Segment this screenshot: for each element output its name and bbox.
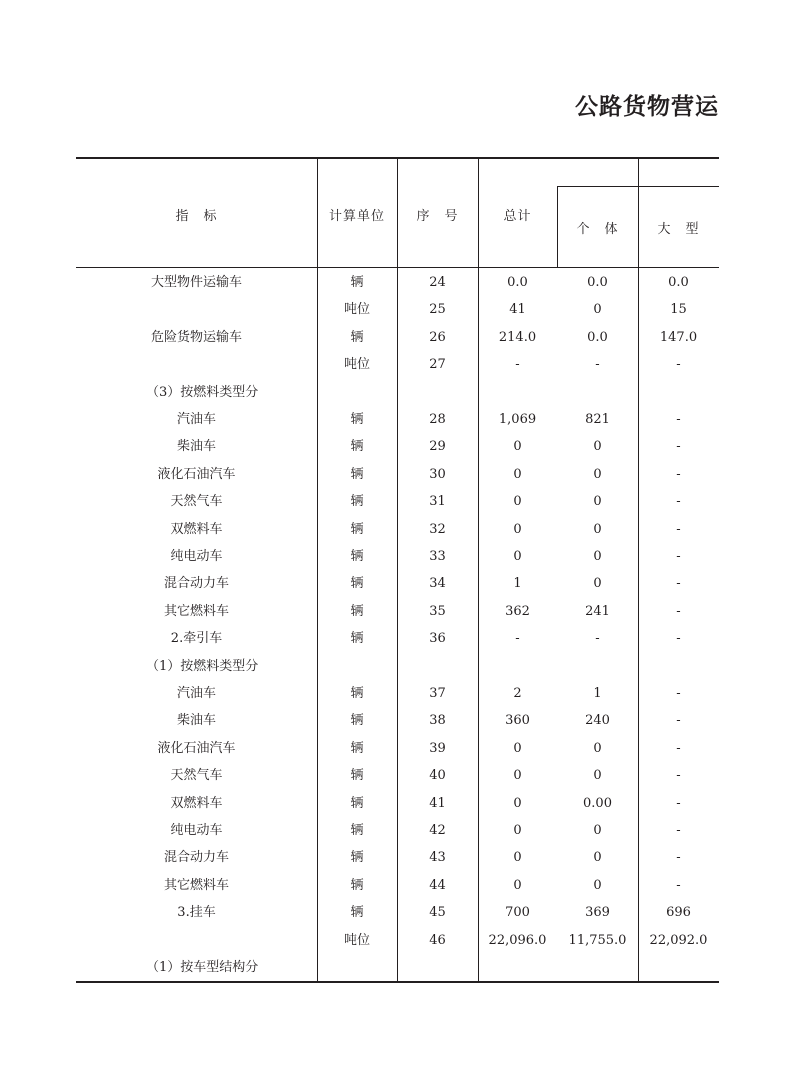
header-individual: 个 体 <box>576 222 619 237</box>
table-row <box>76 680 719 707</box>
cell-individual: 821 <box>585 412 610 427</box>
cell-indicator: 3.挂车 <box>177 905 216 921</box>
cell-total: 0 <box>513 521 522 537</box>
cell-large: - <box>676 740 681 756</box>
cell-total: - <box>515 357 520 373</box>
cell-unit: 辆 <box>350 439 364 455</box>
cell-unit: 辆 <box>350 795 364 811</box>
cell-unit: 辆 <box>350 686 364 701</box>
cell-total: 22,096.0 <box>488 932 547 948</box>
table-row <box>76 324 719 351</box>
cell-indicator: 危险货物运输车 <box>150 329 242 345</box>
cell-large: - <box>676 576 681 592</box>
table-row <box>76 543 719 570</box>
cell-individual: 0 <box>593 302 602 318</box>
cell-seq: 37 <box>429 686 446 701</box>
cell-unit: 辆 <box>350 631 364 647</box>
page-title: 公路货物营运 <box>575 93 719 120</box>
cell-large: - <box>676 713 681 729</box>
cell-total: 0 <box>513 795 522 811</box>
cell-unit: 辆 <box>350 823 364 838</box>
table-row <box>76 379 719 406</box>
cell-total: 700 <box>505 905 530 921</box>
cell-unit: 辆 <box>350 768 364 784</box>
cell-total: 1,069 <box>498 412 537 427</box>
cell-indicator: （1）按燃料类型分 <box>146 658 259 674</box>
cell-indicator: 汽油车 <box>176 686 216 701</box>
cell-unit: 辆 <box>350 877 364 893</box>
table-row <box>76 954 719 981</box>
cell-seq: 32 <box>429 521 446 537</box>
cell-total: 214.0 <box>498 329 537 345</box>
cell-unit: 吨位 <box>343 302 370 318</box>
cell-seq: 24 <box>429 275 446 290</box>
cell-unit: 辆 <box>350 521 364 537</box>
cell-seq: 41 <box>429 795 446 811</box>
cell-total: 2 <box>513 686 522 701</box>
cell-indicator: 纯电动车 <box>170 823 223 838</box>
cell-total: 0 <box>513 850 522 866</box>
cell-large: - <box>676 521 681 537</box>
cell-indicator: 柴油车 <box>176 439 216 455</box>
cell-total: 0 <box>513 466 522 482</box>
cell-large: - <box>676 823 681 838</box>
cell-large: 22,092.0 <box>649 932 708 948</box>
cell-large: - <box>676 877 681 893</box>
cell-large: - <box>676 466 681 482</box>
cell-unit: 辆 <box>350 603 364 619</box>
cell-total: 0 <box>513 494 522 510</box>
cell-large: 0.0 <box>668 275 689 290</box>
cell-total: 362 <box>505 603 530 619</box>
header-unit: 计算单位 <box>328 209 385 224</box>
cell-individual: 1 <box>593 686 602 701</box>
cell-total: 0 <box>513 549 522 564</box>
table-row <box>76 433 719 460</box>
table-row <box>76 927 719 954</box>
cell-indicator: 液化石油汽车 <box>157 740 236 756</box>
cell-individual: 11,755.0 <box>568 932 627 948</box>
cell-indicator: 汽油车 <box>176 412 216 427</box>
cell-large: 147.0 <box>659 329 698 345</box>
cell-total: 1 <box>513 576 522 592</box>
table-row <box>76 406 719 433</box>
table-row <box>76 269 719 296</box>
cell-individual: 0.0 <box>587 275 608 290</box>
cell-large: - <box>676 412 681 427</box>
cell-indicator: 大型物件运输车 <box>150 275 242 290</box>
cell-large: - <box>676 631 681 647</box>
cell-individual: 241 <box>585 603 610 619</box>
table-row <box>76 351 719 378</box>
cell-unit: 辆 <box>350 329 364 345</box>
cell-indicator: 2.牵引车 <box>170 631 223 647</box>
cell-seq: 40 <box>429 768 446 784</box>
cell-seq: 27 <box>429 357 446 373</box>
table-row <box>76 872 719 899</box>
cell-seq: 44 <box>429 877 446 893</box>
cell-indicator: 双燃料车 <box>170 521 223 537</box>
cell-individual: 0.0 <box>587 329 608 345</box>
table-row <box>76 899 719 926</box>
cell-individual: 0 <box>593 576 602 592</box>
cell-large: - <box>676 549 681 564</box>
table-row <box>76 570 719 597</box>
cell-individual: 0 <box>593 768 602 784</box>
cell-total: 41 <box>509 302 526 318</box>
cell-indicator: 天然气车 <box>170 494 223 510</box>
cell-seq: 45 <box>429 905 446 921</box>
cell-seq: 42 <box>429 823 446 838</box>
cell-total: 0 <box>513 823 522 838</box>
cell-unit: 辆 <box>350 850 364 866</box>
table-row <box>76 296 719 323</box>
cell-large: - <box>676 768 681 784</box>
cell-individual: - <box>595 357 600 373</box>
cell-indicator: 双燃料车 <box>170 795 223 811</box>
cell-unit: 辆 <box>350 905 364 921</box>
cell-seq: 30 <box>429 466 446 482</box>
cell-individual: - <box>595 631 600 647</box>
cell-unit: 辆 <box>350 466 364 482</box>
table-row <box>76 762 719 789</box>
cell-total: 0 <box>513 768 522 784</box>
cell-unit: 辆 <box>350 576 364 592</box>
cell-total: 0 <box>513 740 522 756</box>
cell-indicator: 其它燃料车 <box>163 603 229 619</box>
cell-indicator: （3）按燃料类型分 <box>146 384 259 400</box>
cell-total: 0.0 <box>507 275 528 290</box>
cell-seq: 25 <box>429 302 446 318</box>
cell-individual: 0 <box>593 494 602 510</box>
cell-large: - <box>676 357 681 373</box>
table-row <box>76 598 719 625</box>
cell-individual: 0 <box>593 466 602 482</box>
cell-large: 696 <box>666 905 691 921</box>
cell-seq: 38 <box>429 713 446 729</box>
cell-large: - <box>676 439 681 455</box>
cell-unit: 辆 <box>350 494 364 510</box>
table-row <box>76 707 719 734</box>
cell-large: 15 <box>670 302 687 318</box>
cell-indicator: 天然气车 <box>170 768 223 784</box>
cell-indicator: 纯电动车 <box>170 549 223 564</box>
cell-unit: 辆 <box>350 740 364 756</box>
cell-seq: 29 <box>429 439 446 455</box>
cell-individual: 0.00 <box>583 795 612 811</box>
cell-large: - <box>676 850 681 866</box>
cell-seq: 26 <box>429 329 446 345</box>
cell-seq: 39 <box>429 740 446 756</box>
cell-seq: 33 <box>429 549 446 564</box>
table-row <box>76 735 719 762</box>
header-sub-rule <box>557 186 719 187</box>
cell-seq: 36 <box>429 631 446 647</box>
cell-unit: 吨位 <box>343 357 370 373</box>
cell-individual: 0 <box>593 521 602 537</box>
cell-total: - <box>515 631 520 647</box>
table-row <box>76 488 719 515</box>
cell-individual: 0 <box>593 439 602 455</box>
table-row <box>76 653 719 680</box>
cell-seq: 34 <box>429 576 446 592</box>
cell-individual: 240 <box>585 713 610 729</box>
cell-individual: 0 <box>593 877 602 893</box>
cell-seq: 46 <box>429 932 446 948</box>
cell-seq: 43 <box>429 850 446 866</box>
cell-unit: 吨位 <box>343 932 370 948</box>
cell-individual: 0 <box>593 850 602 866</box>
cell-large: - <box>676 795 681 811</box>
cell-indicator: 混合动力车 <box>163 850 229 866</box>
cell-total: 0 <box>513 877 522 893</box>
table-row <box>76 516 719 543</box>
cell-unit: 辆 <box>350 275 364 290</box>
header-total: 总计 <box>503 209 532 224</box>
cell-unit: 辆 <box>350 412 364 427</box>
cell-total: 360 <box>505 713 530 729</box>
header-indicator: 指 标 <box>175 209 218 224</box>
cell-seq: 31 <box>429 494 446 510</box>
cell-large: - <box>676 686 681 701</box>
table-row <box>76 461 719 488</box>
cell-unit: 辆 <box>350 713 364 729</box>
cell-individual: 0 <box>593 823 602 838</box>
cell-indicator: （1）按车型结构分 <box>146 960 259 975</box>
header-seq: 序 号 <box>416 209 459 224</box>
cell-seq: 35 <box>429 603 446 619</box>
table-row <box>76 790 719 817</box>
cell-unit: 辆 <box>350 549 364 564</box>
table-row <box>76 817 719 844</box>
cell-seq: 28 <box>429 412 446 427</box>
cell-large: - <box>676 494 681 510</box>
table-row <box>76 625 719 652</box>
cell-indicator: 液化石油汽车 <box>157 466 236 482</box>
header-large: 大 型 <box>657 222 700 237</box>
cell-individual: 369 <box>585 905 610 921</box>
table-row <box>76 844 719 871</box>
cell-individual: 0 <box>593 549 602 564</box>
cell-indicator: 柴油车 <box>176 713 216 729</box>
cell-individual: 0 <box>593 740 602 756</box>
cell-indicator: 混合动力车 <box>163 576 229 592</box>
cell-total: 0 <box>513 439 522 455</box>
cell-indicator: 其它燃料车 <box>163 877 229 893</box>
cell-large: - <box>676 603 681 619</box>
